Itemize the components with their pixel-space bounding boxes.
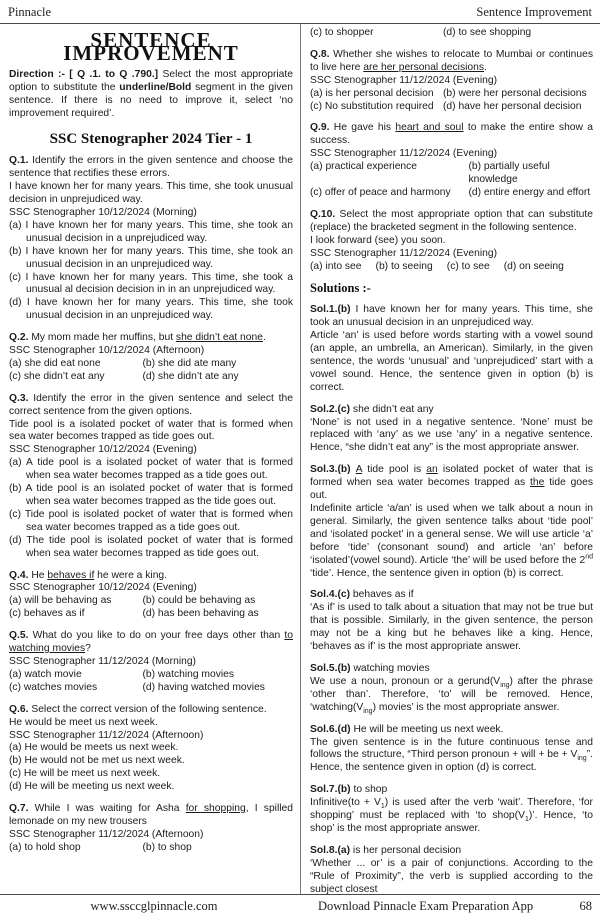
page-header (0, 0, 600, 24)
underlined-segment: she didn’t eat none (175, 332, 263, 344)
text-segment: behaves as if (352, 589, 414, 601)
solution-4-answer (310, 589, 593, 602)
text-segment: to shop (353, 784, 388, 796)
option-item: (c) No substitution required (310, 100, 434, 112)
option-item: (d) entire energy and effort (468, 186, 591, 198)
text-segment: ) is used after the verb ‘wait’. Therefore, ‘for shopping’ must be replaced with ‘to shop(V (310, 797, 593, 822)
text-segment: Tide pool is a isolated pocket of water that is formed when sea water becomes trapped as tide goes out. (9, 418, 293, 443)
bold-segment: Sol.2.(c) (310, 403, 353, 415)
text-segment: ‘tide’. Hence, the sentence given in option (b) is correct. (310, 567, 564, 579)
text-segment: SSC Stenographer 10/12/2024 (Afternoon) (9, 345, 205, 357)
text-segment: ‘As if’ is used to talk about a situation that may not be true but that is possible. Similarly, in the given sentence, the person may not be a king but he behaves like a king. Hence, ‘behaves as if’ is the most appropriate answer. (310, 602, 593, 653)
text-segment: SSC Stenographer 11/12/2024 (Evening) (310, 247, 497, 259)
solution-1-answer (310, 304, 593, 330)
text-segment: Whether she wishes to relocate to Mumbai or continues to live here (310, 48, 593, 73)
bold-segment: Sol.7.(b) (310, 784, 354, 796)
page-body (0, 24, 600, 894)
text-segment: tide goes out. (310, 477, 593, 502)
question-8-statement (310, 49, 593, 75)
solution-4-explanation (310, 602, 593, 654)
option-item: (d) The tide pool is isolated pocket of water that is formed when sea water becomes trapped as tide goes out. (9, 534, 293, 559)
option-item: (d) she didn’t ate any (142, 370, 239, 382)
underlined-segment: for shopping (185, 803, 246, 815)
question-8-options (310, 88, 593, 114)
solution-8-answer (310, 845, 593, 858)
page-title: SENTENCE IMPROVEMENT (63, 28, 239, 65)
question-1-sentence (9, 181, 293, 207)
question-6-options (9, 742, 293, 794)
solution-5-explanation (310, 676, 593, 715)
bold-segment: Q.2. (9, 332, 32, 344)
bold-segment: Q.3. (9, 392, 34, 404)
option-item: (a) practical experience (310, 161, 418, 173)
option-item: (c) He will be meet us next week. (9, 768, 161, 780)
question-7-statement (9, 803, 293, 829)
underlined-segment: the (530, 477, 545, 489)
text-segment: ing (577, 755, 587, 763)
bold-segment: Q.8. (310, 48, 334, 60)
question-6-statement (9, 704, 293, 717)
left-column (0, 24, 300, 894)
solution-6-answer (310, 724, 593, 737)
text-segment: nd (585, 553, 593, 561)
text-segment: )’. Hence, ‘to shop’ is the most appropriate answer. (310, 810, 593, 834)
footer-app-text: Download Pinnacle Exam Preparation App (317, 899, 534, 913)
text-segment: she didn’t eat any (352, 403, 434, 415)
text-segment: ) movies’ is the most appropriate answer. (372, 701, 560, 713)
text-segment: watching movies (353, 662, 430, 674)
question-3-sentence (9, 419, 293, 445)
text-segment: Article ‘an’ is used before words starting with a vowel sound (an apple, an umbrella, an American). Similarly, in the given sentence, the words ‘unusual’ and ‘unprejudiced’ start with a vowel sound. Hence, the sentence given in option (b) is correct. (310, 330, 593, 393)
text-segment: While I was waiting for Asha (34, 803, 186, 815)
text-segment: He (31, 569, 48, 581)
bold-segment: underline/Bold (119, 81, 192, 93)
text-segment: He would be meet us next week. (9, 716, 158, 728)
question-4-options (9, 595, 293, 621)
option-item: (b) partially useful knowledge (468, 161, 550, 186)
option-item: (a) I have known her for many years. This time, she took an unusual decision in a unprejudiced way. (9, 219, 293, 244)
question-5-options (9, 669, 293, 695)
question-10-options (310, 261, 593, 274)
bold-segment: Q.6. (9, 703, 32, 715)
question-4-exam-date (9, 582, 293, 595)
solutions-heading: Solutions :- (310, 281, 371, 296)
option-item: (a) A tide pool is a isolated pocket of water that is formed when sea water becomes trapped as a tide goes out. (9, 457, 293, 482)
text-segment: ing (500, 681, 510, 689)
question-2-statement (9, 332, 293, 345)
option-item: (b) to shop (142, 841, 192, 853)
footer-website-link[interactable]: www.ssccglpinnacle.com (90, 899, 218, 913)
bold-segment: Q.9. (310, 122, 334, 134)
option-item: (b) He would not be met us next week. (9, 755, 185, 767)
text-segment: SSC Stenographer 10/12/2024 (Morning) (9, 206, 197, 218)
question-10-sentence (310, 235, 593, 248)
underlined-segment: behaves if (47, 569, 95, 581)
text-segment: I look forward (see) you soon. (310, 234, 446, 246)
text-segment: SSC Stenographer 11/12/2024 (Evening) (310, 148, 497, 160)
text-segment: SSC Stenographer 10/12/2024 (Evening) (9, 582, 197, 594)
text-segment: tide pool is (362, 464, 427, 476)
bold-segment: Sol.6.(d) (310, 723, 354, 735)
text-segment: SSC Stenographer 11/12/2024 (Evening) (310, 74, 497, 86)
bold-segment: Sol.5.(b) (310, 662, 354, 674)
text-segment: ing (363, 707, 373, 715)
option-item: (b) could be behaving as (142, 595, 256, 607)
exam-section-heading: SSC Stenographer 2024 Tier - 1 (49, 131, 253, 148)
option-item: (b) A tide pool is an isolated pocket of water that is formed when sea water becomes trapped as the tide goes out. (9, 483, 293, 507)
question-7-options (9, 842, 293, 855)
option-item: (c) offer of peace and harmony (310, 186, 451, 198)
option-item: (a) watch movie (9, 668, 82, 680)
question-5-statement (9, 630, 293, 656)
solution-2-answer (310, 404, 593, 417)
text-segment: is her personal decision (352, 844, 462, 856)
question-3-exam-date (9, 444, 293, 457)
text-segment: Indefinite article ‘a/an’ is used when we talk about a noun in general. Similarly, the given sentence talks about ‘tide pool’ and ‘isolated pocket’ in a general sense. We will use article ‘a’ before ‘tide’ (consonant sound) and article ‘an’ before ‘isolated’(vowel sound). Article ‘the’ will be used before the 2 (310, 503, 593, 566)
option-item: (b) she did ate many (142, 357, 237, 369)
header-brand: Pinnacle (8, 5, 52, 19)
text-segment: Select the correct version of the following sentence. (31, 703, 267, 715)
question-9-statement (310, 122, 593, 148)
question-6-exam-date (9, 730, 293, 743)
question-5-exam-date (9, 656, 293, 669)
question-1-options (9, 220, 293, 323)
text-segment: SSC Stenographer 11/12/2024 (Afternoon) (9, 828, 204, 840)
text-segment: Identify the errors in the given sentence and choose the sentence that rectifies these errors. (9, 155, 293, 180)
text-segment: ) after the phrase ‘other than’. Therefore, ‘to’ will be removed. Hence, ‘watching(V (310, 675, 593, 713)
bold-segment: Sol.3.(b) (310, 464, 356, 476)
solution-3-explanation (310, 503, 593, 580)
text-segment: We use a noun, pronoun or a gerund(V (310, 675, 501, 687)
option-item: (c) to see (446, 260, 490, 272)
text-segment: to make the entire show a success. (310, 122, 594, 147)
underlined-segment: A (355, 464, 363, 476)
text-segment: What do you like to do on your free days other than (32, 630, 285, 642)
option-item: (c) Tide pool is isolated pocket of water that is formed when sea water becomes trapped as a tide goes out. (9, 508, 293, 533)
bold-segment: Sol.1.(b) (310, 304, 356, 316)
bold-segment: Sol.8.(a) (310, 844, 353, 856)
text-segment: ‘Whether ... or’ is a pair of conjunctions. According to the “Rule of Proximity”, the verb is supplied according to the subject closest (310, 857, 593, 894)
bold-segment: Q.5. (9, 630, 33, 642)
text-segment: He gave his (333, 122, 396, 134)
option-item: (d) on seeing (503, 260, 564, 272)
option-item: (c) behaves as if (9, 608, 85, 620)
question-10-statement (310, 209, 593, 235)
bold-segment: Q.7. (9, 803, 35, 815)
question-3-statement (9, 393, 293, 419)
text-segment: I have known her for many years. This time, she took an unusual decision in an unprejudiced way. (310, 304, 593, 329)
text-segment: Infinitive(to + V (310, 797, 381, 809)
text-segment: ‘None’ is not used in a negative sentence. ‘None’ must be replaced with ‘any’ as we use ‘any’ in a negative sentence. Hence, “she didn’t eat any” is the most appropriate answer. (310, 416, 593, 454)
option-item: (a) He would be meets us next week. (9, 742, 179, 754)
text-segment: The given sentence is in the future continuous tense and follows the structure, “Third person pronoun + will + be + V (310, 736, 593, 761)
question-8-exam-date (310, 75, 593, 88)
option-item: (a) into see (310, 260, 362, 272)
text-segment: he were a king. (94, 569, 168, 581)
question-2-options (9, 358, 293, 384)
solution-5-answer (310, 663, 593, 676)
text-segment: . (484, 61, 487, 73)
text-segment: SSC Stenographer 10/12/2024 (Evening) (9, 444, 197, 456)
text-segment: Select the most appropriate option to substitute the (9, 68, 293, 93)
option-item: (b) I have known her for many years. This time, she took an unusual decision in an unprejudiced way. (9, 245, 293, 270)
direction-note (9, 69, 293, 121)
footer-page-number: 68 (579, 899, 592, 913)
underlined-segment: are her personal decisions (363, 61, 485, 73)
header-chapter-title: Sentence Improvement (476, 5, 592, 19)
solution-3-answer (310, 464, 593, 503)
right-column (300, 24, 600, 894)
text-segment: isolated pocket of water that is formed when sea water becomes trapped as (310, 464, 593, 489)
solution-7-explanation (310, 797, 593, 836)
question-6-sentence (9, 717, 293, 730)
bold-segment: Direction :- [ Q .1. to Q .790.] (9, 68, 163, 80)
text-segment: He will be meeting us next week. (353, 723, 504, 735)
solution-2-explanation (310, 417, 593, 456)
option-item: (a) she did eat none (9, 357, 101, 369)
text-segment: 1 (524, 816, 529, 824)
solution-6-explanation (310, 737, 593, 776)
text-segment: Identify the error in the given sentence and select the correct sentence from the given options. (9, 392, 293, 417)
option-item: (d) has been behaving as (142, 608, 259, 620)
option-item: (c) watches movies (9, 681, 98, 693)
question-7-exam-date (9, 829, 293, 842)
question-2-exam-date (9, 345, 293, 358)
question-10-exam-date (310, 248, 593, 261)
question-9-options (310, 161, 593, 200)
text-segment: I have known her for many years. This time, she took unusual decision in unprejudiced way. (9, 181, 293, 206)
text-segment: My mom made her muffins, but (31, 332, 176, 344)
text-segment: SSC Stenographer 11/12/2024 (Afternoon) (9, 729, 204, 741)
question-7-options-continued (310, 27, 593, 40)
text-segment: , I spilled lemonade on my new trousers (9, 803, 293, 827)
page-footer (0, 894, 600, 920)
bold-segment: Q.1. (9, 155, 33, 167)
option-item: (c) she didn’t eat any (9, 370, 105, 382)
option-item: (b) to seeing (375, 260, 433, 272)
question-3-options (9, 457, 293, 560)
underlined-segment: an (426, 464, 438, 476)
underlined-segment: to watching movies (9, 630, 293, 655)
question-1-statement (9, 155, 293, 181)
option-item: (d) I have known her for many years. This time, she took unusual decision in an unprejudiced way. (9, 297, 293, 322)
question-4-statement (9, 570, 293, 583)
option-item: (d) have her personal decision (443, 100, 582, 112)
text-segment: . (262, 332, 266, 344)
text-segment: ”. Hence, the sentence given in option (d) is correct. (310, 749, 593, 774)
bold-segment: Q.4. (9, 569, 32, 581)
text-segment: Select the most appropriate option that can substitute (replace) the bracketed segment in the following sentence. (310, 208, 593, 233)
question-9-exam-date (310, 148, 593, 161)
option-item: (d) having watched movies (142, 681, 265, 693)
option-item: (a) is her personal decision (310, 87, 434, 99)
text-segment: ? (85, 643, 91, 655)
option-item: (a) to hold shop (9, 841, 81, 853)
option-item: (c) I have known her for many years. This time, she took a unusual al decision decision in in an unprejudiced way. (9, 271, 293, 296)
question-1-exam-date (9, 207, 293, 220)
text-segment: SSC Stenographer 11/12/2024 (Morning) (9, 655, 196, 667)
option-item: (b) were her personal decisions (443, 87, 587, 99)
text-segment: 1 (380, 803, 385, 811)
bold-segment: Sol.4.(c) (310, 589, 353, 601)
option-item: (a) will be behaving as (9, 595, 112, 607)
underlined-segment: heart and soul (395, 122, 464, 134)
option-item: (d) to see shopping (443, 27, 532, 38)
solution-1-explanation (310, 330, 593, 395)
bold-segment: Q.10. (310, 208, 340, 220)
option-item: (d) He will be meeting us next week. (9, 781, 175, 793)
solution-7-answer (310, 784, 593, 797)
option-item: (b) watching movies (142, 668, 235, 680)
option-item: (c) to shopper (310, 27, 374, 38)
solution-8-explanation (310, 858, 593, 894)
text-segment: segment in the given sentence. If there is no need to improve it, select ‘no improvement required’. (9, 81, 293, 119)
